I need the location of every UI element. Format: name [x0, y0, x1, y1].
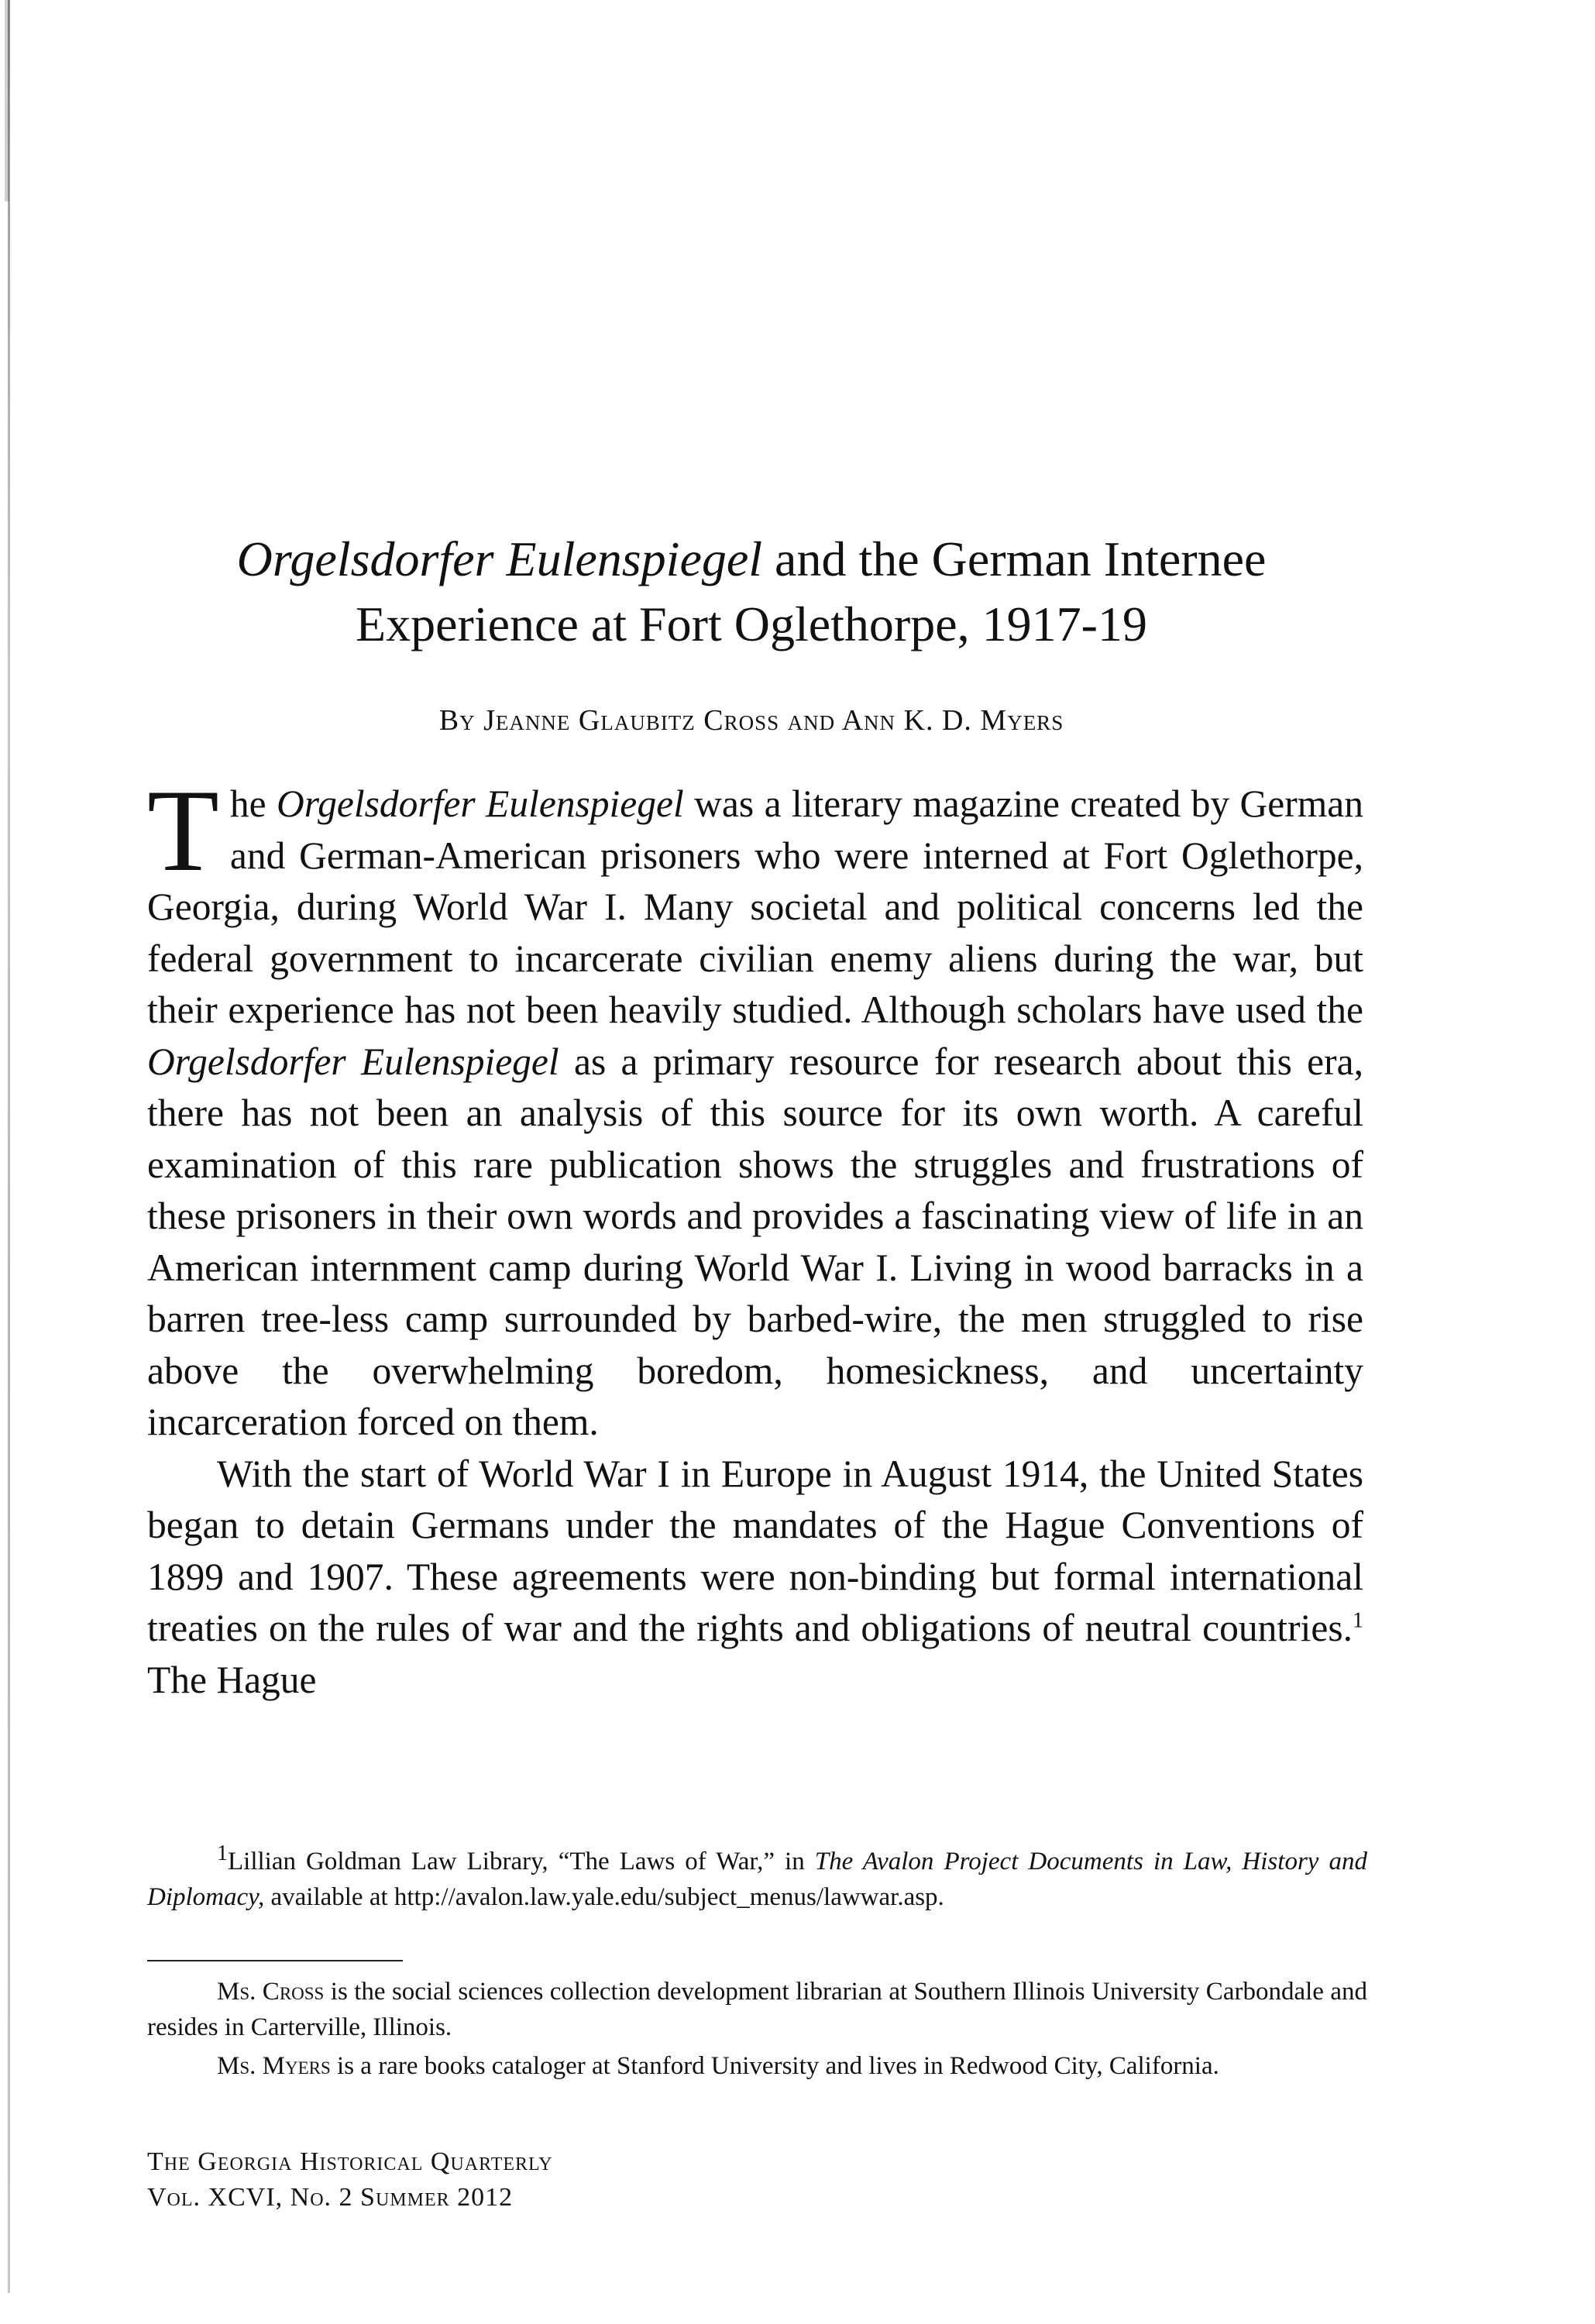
byline: By Jeanne Glaubitz Cross and Ann K. D. Myers — [438, 704, 1064, 737]
title-rest: and the German Internee — [762, 531, 1267, 586]
author-name: Ms. Myers — [217, 2052, 331, 2080]
title-line-1 — [147, 527, 1356, 592]
paragraph-1-text-a: was a literary magazine created by German and German-American prisoners who were interned at Fort Oglethorpe, Georgia, during World War I. Many societal and political concerns led the federal government to incarcerate civilian enemy aliens during the war, but their experience has not been heavily studied. Although scholars have used the — [147, 782, 1363, 1031]
journal-issue: Vol. XCVI, No. 2 Summer 2012 — [147, 2183, 514, 2212]
footnote-divider — [147, 1960, 403, 1961]
journal-info — [147, 2144, 844, 2216]
author-bio: is the social sciences collection development librarian at Southern Illinois University Carbondale and resides in Carterville, Illinois. — [147, 1978, 1367, 2041]
magazine-title-italic: Orgelsdorfer Eulenspiegel — [147, 1040, 559, 1083]
drop-cap: T — [147, 765, 219, 896]
footnote-1 — [147, 1841, 1367, 1915]
article-body — [147, 765, 1363, 1706]
paragraph-2-text: With the start of World War I in Europe in August 1914, the United States began to detain Germans under the mandates of the Hague Conventions of 1899 and 1907. These agreements were non-binding but formal international treaties on the rules of war and the rights and obligations of neutral countries. — [147, 1452, 1363, 1649]
author-note-1 — [147, 1974, 1367, 2045]
author-note-2 — [147, 2048, 1367, 2084]
footnote-reference[interactable]: 1 — [1353, 1608, 1363, 1633]
paragraph-1-text-b: as a primary resource for research about this era, there has not been an analysis of this source for its own worth. A careful examination of this rare publication shows the struggles and frustrations of these prisoners in their own words and provides a fascinating view of life in an American internment camp during World War I. Living in wood barracks in a barren tree-less camp surrounded by barbed-wire, the men struggled to rise above the overwhelming boredom, homesickness, and uncertainty incarceration forced on them. — [147, 1040, 1363, 1443]
paragraph-1 — [147, 765, 1363, 1449]
footnote-italic: The Avalon Project Documents in Law, History and Diplomacy, — [147, 1848, 1367, 1911]
article-title — [147, 527, 1356, 657]
scan-edge-line — [8, 0, 10, 2293]
title-italic-part: Orgelsdorfer Eulenspiegel — [236, 531, 763, 586]
paragraph-2-tail: The Hague — [147, 1658, 317, 1701]
author-notes — [147, 1974, 1367, 2087]
magazine-title-italic: Orgelsdorfer Eulenspiegel — [277, 782, 684, 825]
footnote-text-b: available at http://avalon.law.yale.edu/subject_menus/lawwar.asp. — [264, 1883, 944, 1911]
journal-name: The Georgia Historical Quarterly — [147, 2147, 553, 2176]
footnote-text-a: Lillian Goldman Law Library, “The Laws of War,” in — [228, 1848, 815, 1875]
author-name: Ms. Cross — [217, 1978, 325, 2006]
footnote-marker: 1 — [217, 1841, 228, 1865]
author-bio: is a rare books cataloger at Stanford University and lives in Redwood City, California. — [330, 2052, 1219, 2080]
paragraph-1-lead: he — [229, 782, 277, 825]
footnote — [147, 1841, 1367, 1915]
title-line-2: Experience at Fort Oglethorpe, 1917-19 — [356, 596, 1147, 651]
paragraph-2 — [147, 1449, 1363, 1707]
